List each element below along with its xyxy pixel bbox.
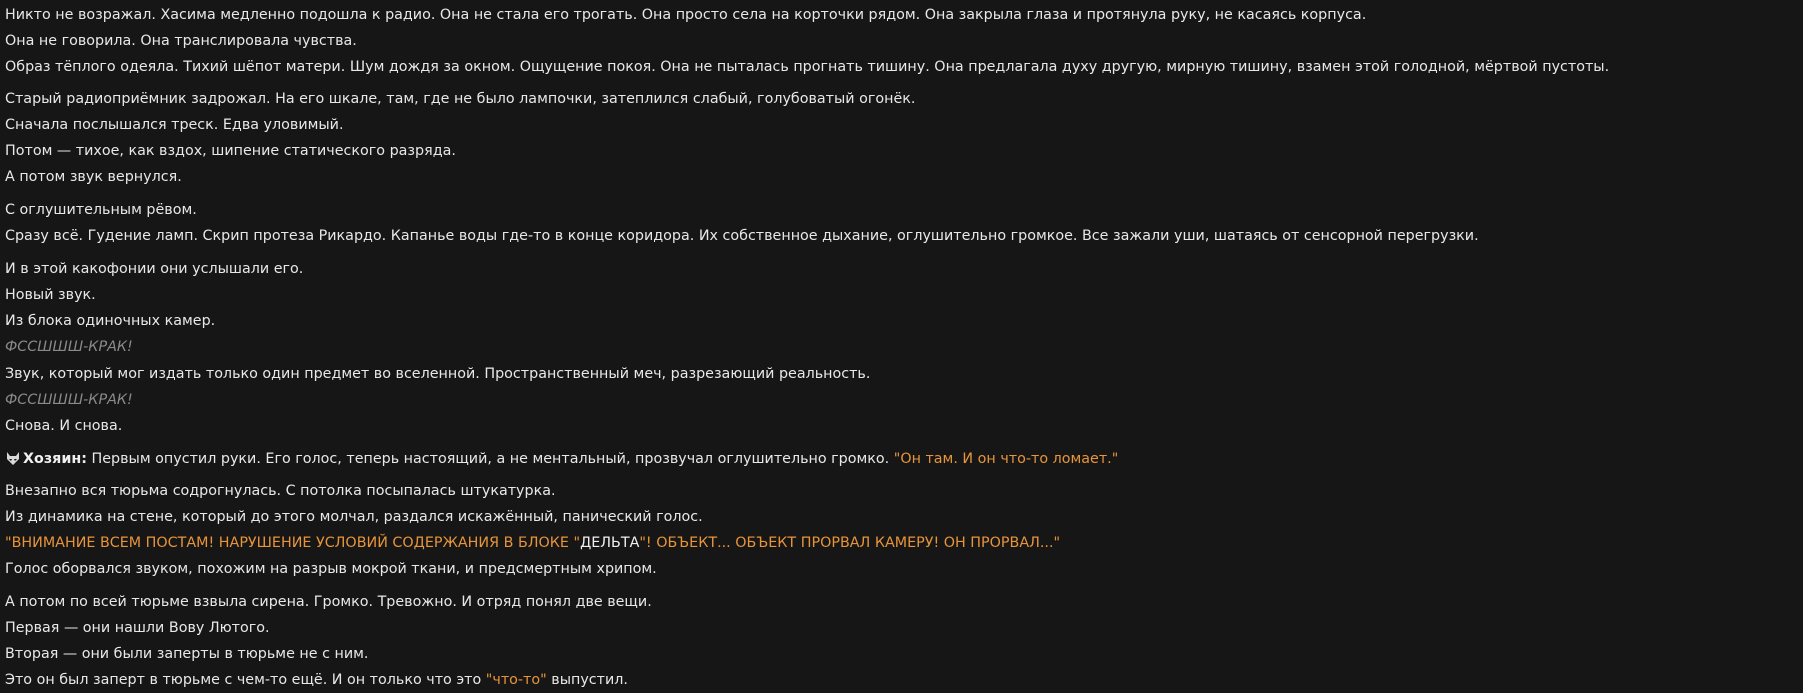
paragraph: Звук, который мог издать только один предмет во вселенной. Пространственный меч, разрезающий реальность. <box>5 366 871 382</box>
final-text: выпустил. <box>546 672 628 688</box>
speaker-name: Хозяин: <box>23 451 87 467</box>
paragraph: И в этой какофонии они услышали его. <box>5 261 304 277</box>
dialog-text: Первым опустил руки. Его голос, теперь настоящий, а не ментальный, прозвучал оглушительно громко. <box>86 451 894 467</box>
dialog-quote: "Он там. И он что-то ломает." <box>893 451 1119 467</box>
paragraph: Сразу всё. Гудение ламп. Скрип протеза Рикардо. Капанье воды где-то в конце коридора. Их собственное дыхание, оглушительно громкое. Все зажали уши, шатаясь от сенсорной перегрузки. <box>5 228 1479 244</box>
paragraph: Голос оборвался звуком, похожим на разрыв мокрой ткани, и предсмертным хрипом. <box>5 561 657 577</box>
sound-effect: ФССШШШ-КРАК! <box>5 392 133 408</box>
paragraph: Из динамика на стене, который до этого молчал, раздался искажённый, панический голос. <box>5 509 703 525</box>
alert-text: "ВНИМАНИЕ ВСЕМ ПОСТАМ! НАРУШЕНИЕ УСЛОВИЙ СОДЕРЖАНИЯ В БЛОКЕ " <box>5 535 581 551</box>
fox-icon <box>5 450 21 466</box>
paragraph: Образ тёплого одеяла. Тихий шёпот матери. Шум дождя за окном. Ощущение покоя. Она не пыталась прогнать тишину. Она предлагала духу другую, мирную тишину, взамен этой голодной, мёртвой пустоты. <box>5 59 1610 75</box>
final-text: Это он был заперт в тюрьме с чем-то ещё. И он только что это <box>5 672 486 688</box>
paragraph: Сначала послышался треск. Едва уловимый. <box>5 117 344 133</box>
alert-line <box>5 533 1060 553</box>
alert-text: "! ОБЪЕКТ... ОБЪЕКТ ПРОРВАЛ КАМЕРУ! ОН ПРОРВАЛ..." <box>639 535 1061 551</box>
paragraph: Вторая — они были заперты в тюрьме не с ним. <box>5 646 369 662</box>
dialog-line <box>5 449 1118 469</box>
final-line <box>5 670 628 690</box>
paragraph: Она не говорила. Она транслировала чувства. <box>5 33 357 49</box>
paragraph: Из блока одиночных камер. <box>5 313 216 329</box>
paragraph: А потом по всей тюрьме взвыла сирена. Громко. Тревожно. И отряд понял две вещи. <box>5 594 652 610</box>
paragraph: Первая — они нашли Вову Лютого. <box>5 620 270 636</box>
alert-block-name: ДЕЛЬТА <box>580 535 640 551</box>
paragraph: Старый радиоприёмник задрожал. На его шкале, там, где не было лампочки, затеплился слабый, голубоватый огонёк. <box>5 91 916 107</box>
paragraph: А потом звук вернулся. <box>5 169 182 185</box>
paragraph: Никто не возражал. Хасима медленно подошла к радио. Она не стала его трогать. Она просто села на корточки рядом. Она закрыла глаза и протянула руку, не касаясь корпуса. <box>5 7 1367 23</box>
paragraph: С оглушительным рёвом. <box>5 202 197 218</box>
paragraph: Снова. И снова. <box>5 418 123 434</box>
paragraph: Внезапно вся тюрьма содрогнулась. С потолка посыпалась штукатурка. <box>5 483 556 499</box>
paragraph: Новый звук. <box>5 287 96 303</box>
paragraph: Потом — тихое, как вздох, шипение статического разряда. <box>5 143 456 159</box>
final-quote: "что-то" <box>485 672 547 688</box>
sound-effect: ФССШШШ-КРАК! <box>5 339 133 355</box>
